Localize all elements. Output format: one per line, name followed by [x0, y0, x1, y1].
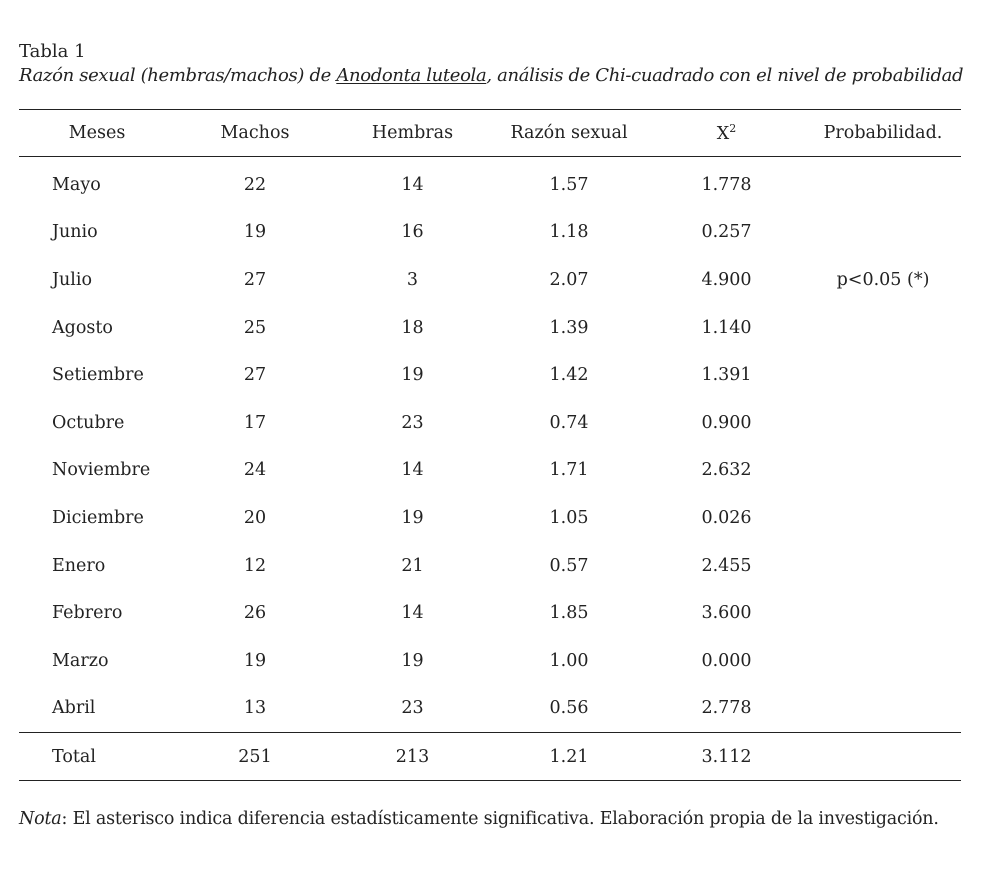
probability-cell	[805, 542, 961, 590]
total-males: 251	[175, 733, 335, 781]
header-row	[19, 110, 961, 157]
month-cell: Febrero	[52, 603, 123, 624]
chi-square-cell: 3.600	[701, 603, 752, 624]
table-caption	[19, 64, 964, 88]
table-row	[19, 256, 961, 304]
females-cell: 14	[401, 460, 424, 481]
males-cell: 20	[243, 507, 267, 528]
females-cell: 19	[401, 365, 424, 386]
probability-cell	[805, 637, 961, 685]
note-text: : El asterisco indica diferencia estadísticamente significativa. Elaboración propia de la investigación.	[61, 809, 939, 830]
probability-cell	[805, 494, 961, 542]
ratio-cell: 1.00	[549, 650, 589, 671]
chi-square-cell: 0.000	[701, 650, 752, 671]
month-cell: Junio	[52, 222, 98, 243]
table-row	[19, 209, 961, 257]
month-cell: Setiembre	[52, 365, 144, 386]
chi-square-cell: 2.778	[701, 698, 752, 719]
total-label: Total	[19, 733, 175, 781]
probability-cell	[805, 589, 961, 637]
males-cell: 26	[243, 603, 267, 624]
females-cell: 18	[401, 317, 424, 338]
table-row	[19, 685, 961, 733]
month-cell: Abril	[52, 698, 96, 719]
ratio-cell: 0.74	[549, 412, 589, 433]
ratio-cell: 1.71	[549, 460, 589, 481]
probability-cell	[805, 304, 961, 352]
ratio-cell: 0.57	[549, 555, 589, 576]
females-cell: 3	[406, 269, 419, 290]
females-cell: 19	[401, 650, 424, 671]
males-cell: 19	[243, 650, 267, 671]
males-cell: 24	[243, 460, 267, 481]
males-cell: 22	[243, 174, 267, 195]
total-probability	[805, 733, 961, 781]
total-row	[19, 733, 961, 781]
ratio-cell: 2.07	[549, 269, 589, 290]
header-probability: Probabilidad.	[805, 110, 961, 157]
table-row	[19, 589, 961, 637]
sex-ratio-table	[19, 109, 961, 781]
females-cell: 14	[401, 174, 424, 195]
chi-square-cell: 1.140	[701, 317, 752, 338]
chi-square-cell: 1.391	[701, 365, 752, 386]
ratio-cell: 1.85	[549, 603, 589, 624]
month-cell: Julio	[52, 269, 93, 290]
table-row	[19, 637, 961, 685]
table-row	[19, 447, 961, 495]
females-cell: 16	[401, 222, 424, 243]
females-cell: 19	[401, 507, 424, 528]
document	[19, 40, 964, 831]
males-cell: 27	[243, 365, 267, 386]
header-males: Machos	[175, 110, 335, 157]
header-females: Hembras	[335, 110, 490, 157]
probability-cell	[805, 209, 961, 257]
males-cell: 27	[243, 269, 267, 290]
probability-cell	[805, 447, 961, 495]
caption-species: Anodonta luteola	[336, 65, 487, 86]
chi-square-cell: 2.455	[701, 555, 752, 576]
chi-square-cell: 0.900	[701, 412, 752, 433]
chi-square-cell: 4.900	[701, 269, 752, 290]
chi-square-cell: 2.632	[701, 460, 752, 481]
header-chi-square	[648, 110, 805, 157]
ratio-cell: 1.18	[549, 222, 589, 243]
header-ratio: Razón sexual	[490, 110, 648, 157]
females-cell: 14	[401, 603, 424, 624]
note-label: Nota	[19, 809, 62, 830]
header-chi-sup: 2	[729, 122, 737, 135]
ratio-cell: 1.42	[549, 365, 589, 386]
month-cell: Noviembre	[52, 460, 151, 481]
month-cell: Marzo	[52, 650, 109, 671]
probability-cell	[805, 351, 961, 399]
chi-square-cell: 0.026	[701, 507, 752, 528]
probability-cell: p<0.05 (*)	[836, 269, 930, 290]
table-row	[19, 494, 961, 542]
total-chi: 3.112	[648, 733, 805, 781]
caption-suffix: , análisis de Chi-cuadrado con el nivel de probabilidad	[486, 65, 964, 86]
table-body	[19, 157, 961, 733]
header-month: Meses	[19, 110, 175, 157]
males-cell: 19	[243, 222, 267, 243]
chi-square-cell: 1.778	[701, 174, 752, 195]
table-row	[19, 157, 961, 209]
females-cell: 23	[401, 698, 424, 719]
males-cell: 25	[243, 317, 267, 338]
ratio-cell: 0.56	[549, 698, 589, 719]
caption-prefix: Razón sexual (hembras/machos) de	[19, 65, 337, 86]
probability-cell	[805, 399, 961, 447]
table-row	[19, 542, 961, 590]
total-ratio: 1.21	[490, 733, 648, 781]
total-females: 213	[335, 733, 490, 781]
probability-cell	[805, 685, 961, 733]
table-row	[19, 304, 961, 352]
table-row	[19, 399, 961, 447]
table-label: Tabla 1	[19, 41, 86, 62]
chi-square-cell: 0.257	[701, 222, 752, 243]
ratio-cell: 1.57	[549, 174, 589, 195]
header-chi-base: X	[716, 124, 730, 144]
females-cell: 21	[401, 555, 424, 576]
table-note	[19, 807, 961, 831]
males-cell: 13	[243, 698, 267, 719]
month-cell: Octubre	[52, 412, 125, 433]
males-cell: 12	[243, 555, 267, 576]
ratio-cell: 1.05	[549, 507, 589, 528]
month-cell: Diciembre	[52, 507, 144, 528]
males-cell: 17	[243, 412, 267, 433]
month-cell: Mayo	[52, 174, 101, 195]
ratio-cell: 1.39	[549, 317, 589, 338]
females-cell: 23	[401, 412, 424, 433]
table-row	[19, 351, 961, 399]
month-cell: Enero	[52, 555, 106, 576]
month-cell: Agosto	[52, 317, 113, 338]
probability-cell	[805, 157, 961, 209]
